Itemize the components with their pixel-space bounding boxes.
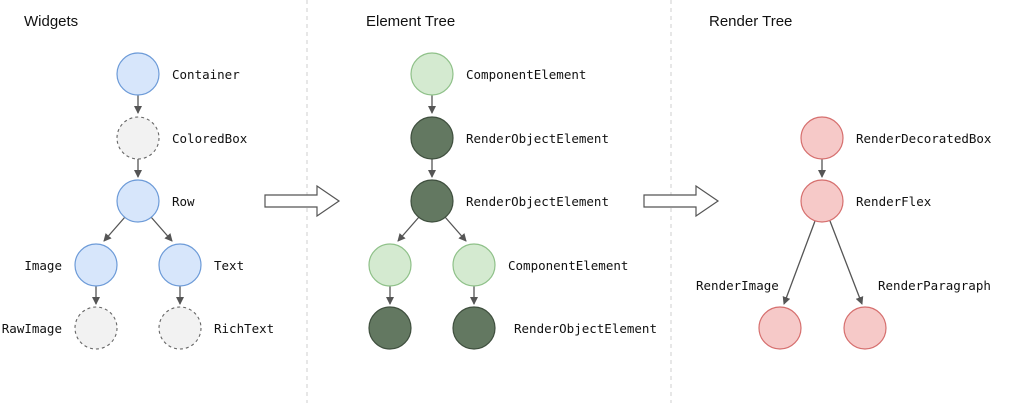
render-decoratedbox-node [801, 117, 843, 159]
element-tree [369, 53, 657, 349]
renderobject-element-node-left [369, 307, 411, 349]
component-element-label: ComponentElement [466, 67, 587, 82]
container-node [117, 53, 159, 95]
renderobject-element-node-right [453, 307, 495, 349]
renderobject-element-node-1 [411, 117, 453, 159]
renderobject-element-label-2: RenderObjectElement [466, 194, 609, 209]
render-image-label: RenderImage [696, 278, 779, 293]
transition-arrow-elements-to-render [644, 186, 718, 216]
edge-flex-image [784, 221, 815, 304]
rawimage-label: RawImage [1, 321, 62, 336]
transition-arrow-widgets-to-elements [265, 186, 339, 216]
render-paragraph-node [844, 307, 886, 349]
component-element-node [411, 53, 453, 95]
edge-renderobject-component-left [398, 217, 419, 241]
renderobject-element-label-right: RenderObjectElement [514, 321, 657, 336]
row-label: Row [172, 194, 195, 209]
edge-row-image [104, 217, 125, 241]
row-node [117, 180, 159, 222]
render-image-node [759, 307, 801, 349]
edge-renderobject-component-right [445, 217, 466, 241]
richtext-node [159, 307, 201, 349]
edge-row-text [151, 217, 172, 241]
render-tree [696, 117, 992, 349]
component-element-node-left [369, 244, 411, 286]
widgets-title: Widgets [24, 13, 79, 30]
coloredbox-node [117, 117, 159, 159]
image-label: Image [24, 258, 62, 273]
render-tree-title: Render Tree [709, 13, 793, 30]
component-element-node-right [453, 244, 495, 286]
element-tree-title: Element Tree [366, 13, 456, 30]
renderobject-element-node-2 [411, 180, 453, 222]
render-paragraph-label: RenderParagraph [878, 278, 991, 293]
richtext-label: RichText [214, 321, 275, 336]
widgets-tree [2, 53, 274, 349]
component-element-label-right: ComponentElement [508, 258, 629, 273]
render-decoratedbox-label: RenderDecoratedBox [856, 131, 992, 146]
text-label: Text [214, 258, 245, 273]
rawimage-node [75, 307, 117, 349]
container-label: Container [172, 67, 240, 82]
coloredbox-label: ColoredBox [172, 131, 248, 146]
image-node [75, 244, 117, 286]
edge-flex-paragraph [830, 221, 862, 304]
render-flex-node [801, 180, 843, 222]
renderobject-element-label-1: RenderObjectElement [466, 131, 609, 146]
render-flex-label: RenderFlex [856, 194, 932, 209]
text-node [159, 244, 201, 286]
